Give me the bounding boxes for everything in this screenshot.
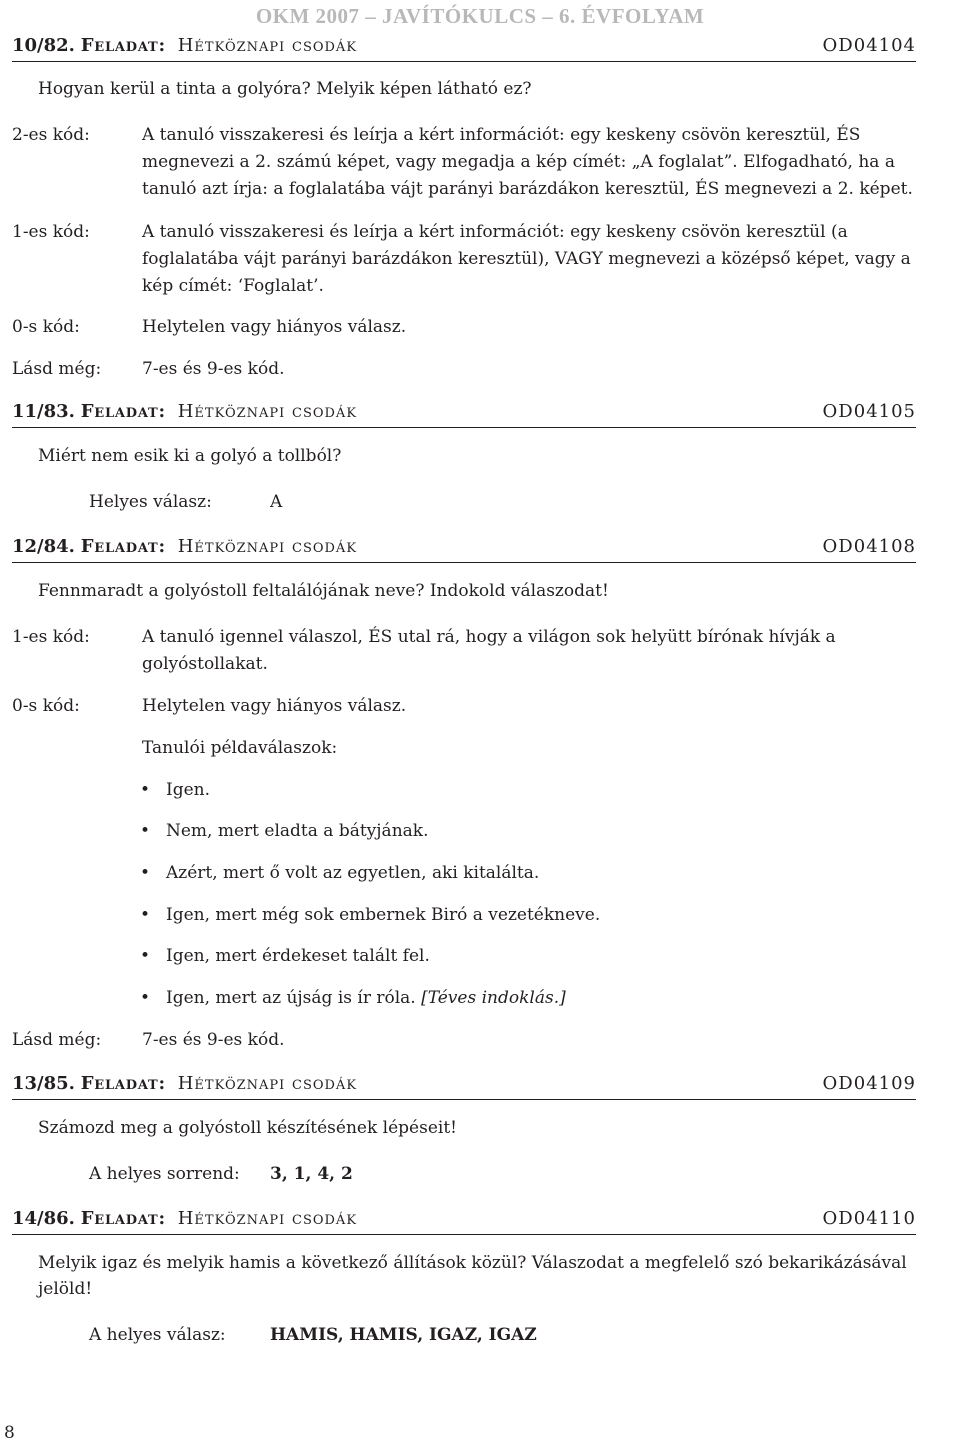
task-code: OD04108 [822, 536, 916, 557]
examples-label: Tanulói példaválaszok: [142, 738, 338, 758]
see-also-label: Lásd még: [12, 359, 102, 379]
task-header-14-86 [12, 1206, 916, 1235]
task-question: Fennmaradt a golyóstoll feltalálójának neve? Indokold válaszodat! [38, 581, 609, 601]
task-question: Miért nem esik ki a golyó a tollból? [38, 446, 342, 466]
task-word: Feladat: [80, 1208, 166, 1229]
see-also-text: 7-es és 9-es kód. [142, 1030, 285, 1050]
bullet-icon: • [140, 821, 151, 841]
bullet-icon: • [140, 780, 151, 800]
bullet-icon: • [140, 905, 151, 925]
task-title: Hétköznapi csodák [177, 1073, 358, 1094]
example-note: [Téves indoklás.] [421, 988, 566, 1008]
task-code: OD04110 [822, 1208, 916, 1229]
list-item: • Nem, mert eladta a bátyjának. [140, 818, 428, 844]
answer-label: A helyes sorrend: [89, 1164, 240, 1184]
list-item: • Azért, mert ő volt az egyetlen, aki kitalálta. [140, 860, 539, 886]
task-header-13-85 [12, 1071, 916, 1100]
answer-value: HAMIS, HAMIS, IGAZ, IGAZ [270, 1325, 537, 1345]
code-text: Helytelen vagy hiányos válasz. [142, 317, 407, 337]
code-text: A tanuló igennel válaszol, ÉS utal rá, hogy a világon sok helyütt bírónak hívják a golyóstollakat. [142, 627, 836, 674]
list-item: • Igen, mert érdekeset talált fel. [140, 943, 430, 969]
list-item: • Igen, mert az újság is ír róla. [Téves indoklás.] [140, 985, 566, 1011]
task-word: Feladat: [80, 1073, 166, 1094]
task-code: OD04105 [822, 401, 916, 422]
code-label: 0-s kód: [12, 696, 80, 716]
list-item: • Igen, mert még sok embernek Biró a vezetékneve. [140, 902, 600, 928]
code-label: 1-es kód: [12, 627, 90, 647]
task-header-10-82 [12, 33, 916, 62]
answer-label: Helyes válasz: [89, 492, 212, 512]
answer-label: A helyes válasz: [89, 1325, 226, 1345]
list-item: • Igen. [140, 777, 210, 803]
task-word: Feladat: [80, 401, 166, 422]
task-question: Számozd meg a golyóstoll készítésének lépéseit! [38, 1118, 457, 1138]
page-number: 8 [4, 1423, 15, 1443]
task-header-12-84 [12, 534, 916, 563]
task-code: OD04109 [822, 1073, 916, 1094]
code-text: A tanuló visszakeresi és leírja a kért információt: egy keskeny csövön keresztül, ÉS megnevezi a 2. számú képet, vagy megadja a kép címét: „A foglalat”. Elfogadható, ha a tanuló azt írja: a foglalatába vájt parányi barázdákon keresztül, ÉS megnevezi a 2. képet. [142, 125, 913, 199]
page-header: OKM 2007 – JAVÍTÓKULCS – 6. ÉVFOLYAM [255, 4, 705, 28]
task-title: Hétköznapi csodák [177, 35, 358, 56]
task-code: OD04104 [822, 35, 916, 56]
task-question: Hogyan kerül a tinta a golyóra? Melyik képen látható ez? [38, 79, 532, 99]
task-word: Feladat: [80, 35, 166, 56]
task-title: Hétköznapi csodák [177, 401, 358, 422]
bullet-icon: • [140, 988, 151, 1008]
code-text: A tanuló visszakeresi és leírja a kért információt: egy keskeny csövön keresztül (a foglalatába vájt parányi barázdákon keresztül), VAGY megnevezi a középső képet, vagy a kép címét: ‘Foglalat’. [142, 222, 911, 296]
task-number: 11/83. [12, 401, 75, 422]
task-title: Hétköznapi csodák [177, 536, 358, 557]
see-also-text: 7-es és 9-es kód. [142, 359, 285, 379]
task-header-11-83 [12, 399, 916, 428]
code-text: Helytelen vagy hiányos válasz. [142, 696, 407, 716]
task-number: 12/84. [12, 536, 75, 557]
answer-value: 3, 1, 4, 2 [270, 1164, 353, 1184]
task-number: 13/85. [12, 1073, 75, 1094]
task-word: Feladat: [80, 536, 166, 557]
code-label: 2-es kód: [12, 125, 90, 145]
code-label: 0-s kód: [12, 317, 80, 337]
task-title: Hétköznapi csodák [177, 1208, 358, 1229]
see-also-label: Lásd még: [12, 1030, 102, 1050]
task-number: 14/86. [12, 1208, 75, 1229]
code-label: 1-es kód: [12, 222, 90, 242]
bullet-icon: • [140, 863, 151, 883]
task-question: Melyik igaz és melyik hamis a következő állítások közül? Válaszodat a megfelelő szó bekarikázásával jelöld! [38, 1253, 907, 1299]
task-number: 10/82. [12, 35, 75, 56]
answer-value: A [270, 492, 283, 512]
bullet-icon: • [140, 946, 151, 966]
